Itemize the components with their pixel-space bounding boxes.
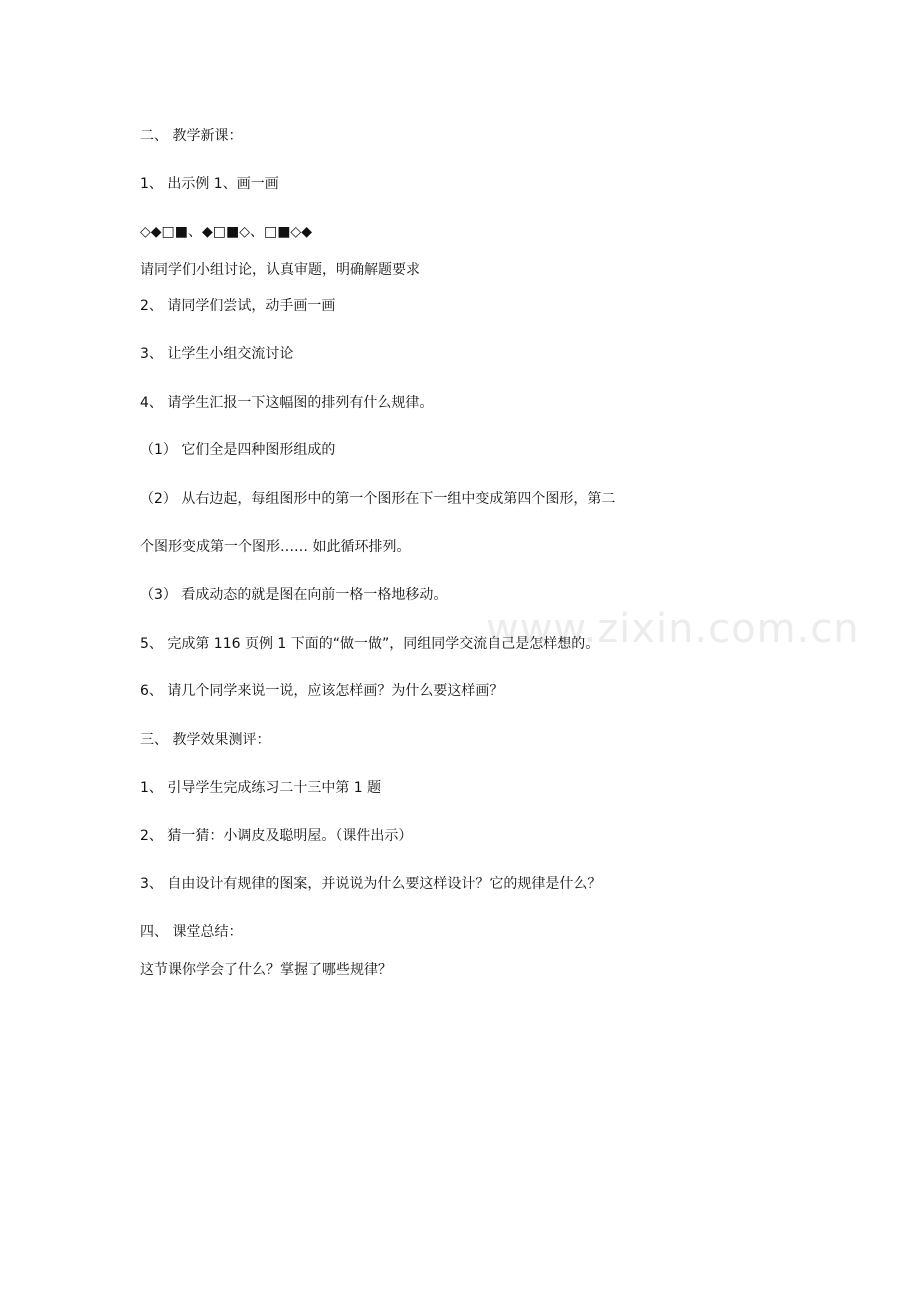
test-step-3: 3、 自由设计有规律的图案，并说说为什么要这样设计？它的规律是什么？ <box>140 876 602 892</box>
shape-sequence: ◇◆□■、◆□■◇、□■◇◆ <box>140 224 312 240</box>
sub-point-1: （1） 它们全是四种图形组成的 <box>140 442 336 458</box>
test-step-2: 2、 猜一猜：小调皮及聪明屋。（课件出示） <box>140 828 413 844</box>
step-4: 4、 请学生汇报一下这幅图的排列有什么规律。 <box>140 395 434 411</box>
instruction-line: 请同学们小组讨论，认真审题，明确解题要求 <box>140 262 420 278</box>
section-heading-3: 三、 教学效果测评： <box>140 732 271 748</box>
summary-question: 这节课你学会了什么？掌握了哪些规律？ <box>140 962 392 978</box>
sub-point-3: （3） 看成动态的就是图在向前一格一格地移动。 <box>140 587 448 603</box>
section-heading-2: 二、 教学新课： <box>140 128 243 144</box>
sub-point-2: （2） 从右边起，每组图形中的第一个图形在下一组中变成第四个图形，第二 <box>140 491 616 507</box>
step-6: 6、 请几个同学来说一说，应该怎样画？为什么要这样画？ <box>140 683 504 699</box>
sub-point-2-continued: 个图形变成第一个图形…… 如此循环排列。 <box>140 539 411 555</box>
step-5: 5、 完成第 116 页例 1 下面的“做一做”，同组同学交流自己是怎样想的。 <box>140 636 600 652</box>
step-1: 1、 出示例 1、画一画 <box>140 176 279 192</box>
step-2: 2、 请同学们尝试，动手画一画 <box>140 298 336 314</box>
step-3: 3、 让学生小组交流讨论 <box>140 346 294 362</box>
section-heading-4: 四、 课堂总结： <box>140 924 243 940</box>
test-step-1: 1、 引导学生完成练习二十三中第 1 题 <box>140 780 382 796</box>
watermark: www.zixin.com.cn <box>486 606 860 652</box>
